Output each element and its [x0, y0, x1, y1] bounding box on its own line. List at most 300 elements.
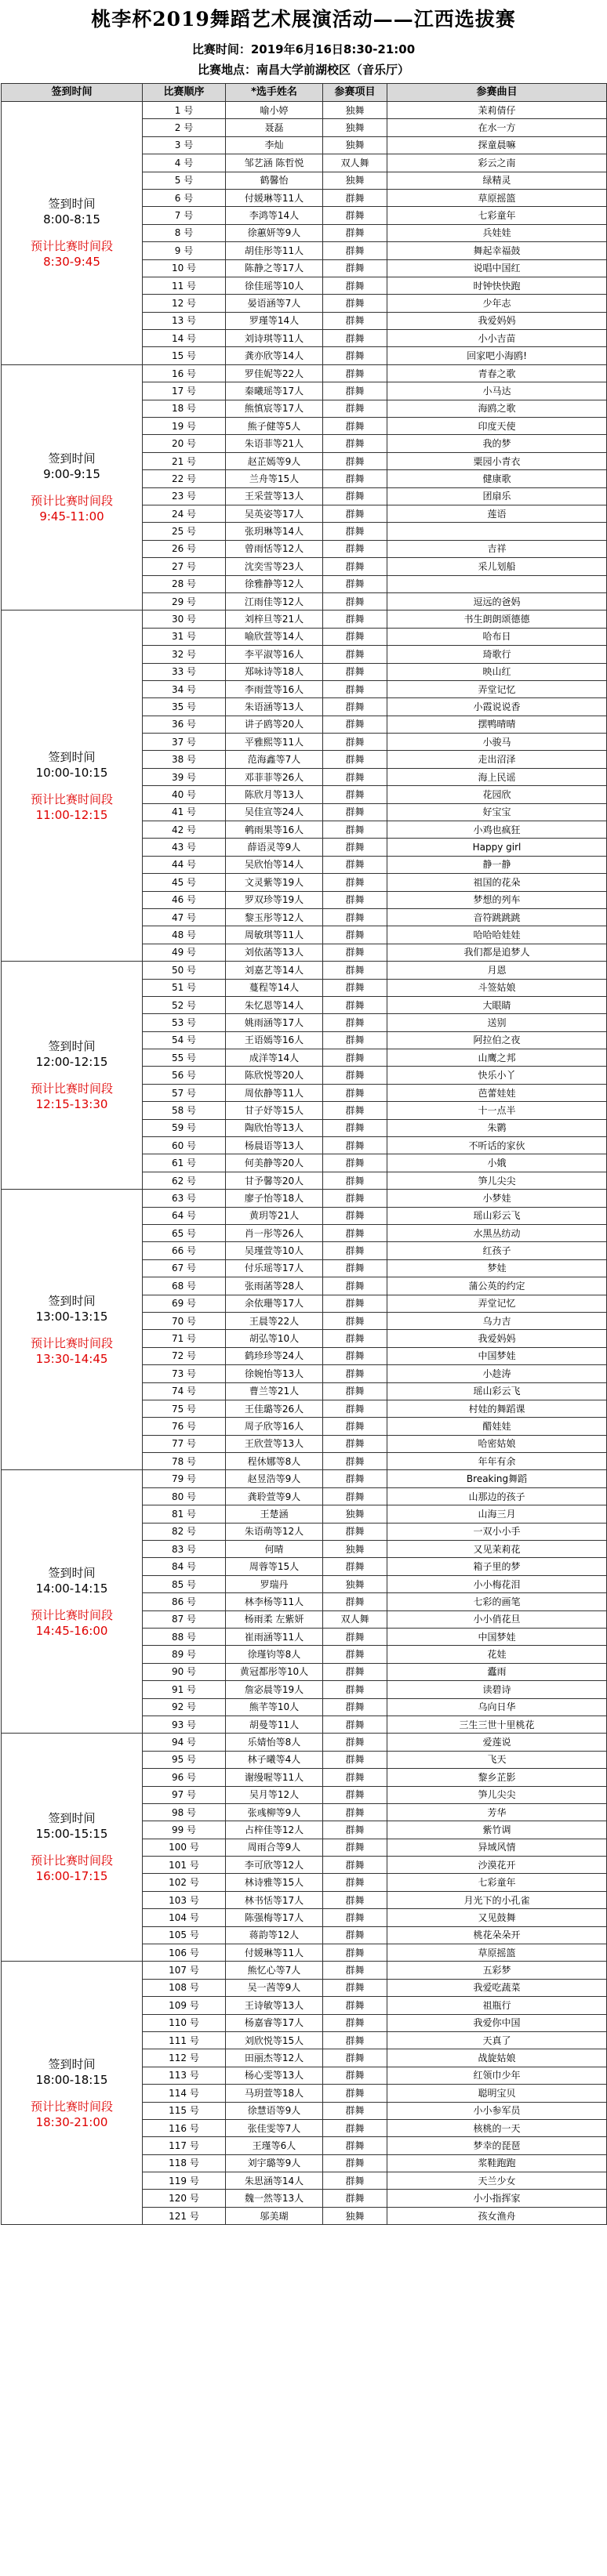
category-cell: 独舞 [323, 2207, 387, 2224]
piece-cell: 粟园小青衣 [387, 452, 607, 469]
piece-cell: 小小指挥家 [387, 2190, 607, 2207]
order-cell: 16 号 [143, 364, 226, 382]
competition-time-line: 比赛时间：2019年6月16日8:30-21:00 [191, 42, 416, 56]
category-cell: 独舞 [323, 172, 387, 189]
piece-cell: 海上民谣 [387, 768, 607, 785]
piece-cell: 吉祥 [387, 540, 607, 557]
category-cell: 群舞 [323, 2085, 387, 2102]
piece-cell: 中国梦娃 [387, 1628, 607, 1645]
category-cell: 独舞 [323, 1505, 387, 1523]
piece-cell: 蠹雨 [387, 1663, 607, 1680]
piece-cell: 送别 [387, 1014, 607, 1031]
category-cell: 群舞 [323, 1628, 387, 1645]
category-cell: 群舞 [323, 1453, 387, 1470]
piece-cell: 小小参军员 [387, 2102, 607, 2119]
category-cell: 群舞 [323, 1119, 387, 1136]
signin-label: 签到时间 [48, 749, 96, 764]
category-cell: 群舞 [323, 312, 387, 329]
category-cell: 群舞 [323, 1067, 387, 1084]
piece-cell: 读碧诗 [387, 1681, 607, 1698]
contestant-name-cell: 李灿 [226, 136, 323, 154]
category-cell: 群舞 [323, 979, 387, 996]
order-cell: 53 号 [143, 1014, 226, 1031]
order-cell: 75 号 [143, 1400, 226, 1417]
competition-time: 8:30-9:45 [43, 255, 100, 270]
contestant-name-cell: 王语嫣等16人 [226, 1031, 323, 1049]
category-cell: 群舞 [323, 1944, 387, 1962]
piece-cell: 小马达 [387, 382, 607, 400]
category-cell: 群舞 [323, 347, 387, 364]
piece-cell: 绿精灵 [387, 172, 607, 189]
order-cell: 95 号 [143, 1751, 226, 1768]
category-cell: 群舞 [323, 1277, 387, 1295]
order-cell: 44 号 [143, 856, 226, 873]
contestant-name-cell: 邬美瑚 [226, 2207, 323, 2224]
contestant-name-cell: 张玥琳等14人 [226, 523, 323, 540]
piece-cell: 又见茉莉花 [387, 1541, 607, 1558]
contestant-name-cell: 朱忆恩等14人 [226, 996, 323, 1013]
contestant-name-cell: 邹艺涵 陈哲悦 [226, 154, 323, 172]
order-cell: 9 号 [143, 242, 226, 259]
piece-cell: 舞起幸福鼓 [387, 242, 607, 259]
signin-label: 签到时间 [48, 451, 96, 466]
category-cell: 群舞 [323, 698, 387, 716]
time-slot-cell [2, 1962, 143, 2225]
contestant-name-cell: 付乐瑶等17人 [226, 1259, 323, 1277]
contestant-name-cell: 马玥萱等18人 [226, 2085, 323, 2102]
piece-cell: 异域风情 [387, 1839, 607, 1856]
piece-cell: 五彩梦 [387, 1962, 607, 1979]
order-cell: 116 号 [143, 2119, 226, 2136]
contestant-name-cell: 江雨佳等12人 [226, 592, 323, 610]
contestant-name-cell: 李雨萱等16人 [226, 680, 323, 697]
category-cell: 群舞 [323, 1312, 387, 1329]
order-cell: 38 号 [143, 751, 226, 768]
column-header-order: 比赛顺序 [143, 84, 226, 102]
piece-cell: 少年志 [387, 295, 607, 312]
signin-time: 9:00-9:15 [43, 467, 100, 482]
category-cell: 群舞 [323, 680, 387, 697]
category-cell: 群舞 [323, 523, 387, 540]
order-cell: 78 号 [143, 1453, 226, 1470]
piece-cell: 红领巾少年 [387, 2067, 607, 2084]
order-cell: 87 号 [143, 1610, 226, 1628]
piece-cell: Breaking舞蹈 [387, 1470, 607, 1487]
category-cell: 群舞 [323, 1084, 387, 1101]
contestant-name-cell: 李可欣等12人 [226, 1857, 323, 1874]
contestant-name-cell: 杨嘉睿等17人 [226, 2014, 323, 2031]
category-cell: 群舞 [323, 2172, 387, 2190]
contestant-name-cell: 吴月等12人 [226, 1786, 323, 1803]
category-cell: 群舞 [323, 1874, 387, 1891]
schedule-body [2, 102, 607, 2225]
order-cell: 70 号 [143, 1312, 226, 1329]
order-cell: 90 号 [143, 1663, 226, 1680]
category-cell: 群舞 [323, 1558, 387, 1575]
category-cell: 群舞 [323, 1172, 387, 1189]
contestant-name-cell: 陶欣怡等13人 [226, 1119, 323, 1136]
signin-label: 签到时间 [48, 1811, 96, 1826]
order-cell: 47 号 [143, 908, 226, 926]
piece-cell: 三生三世十里桃花 [387, 1716, 607, 1733]
piece-cell: 摆鸭晴晴 [387, 716, 607, 733]
piece-cell: 一双小小手 [387, 1523, 607, 1540]
contestant-name-cell: 赵芷嫣等9人 [226, 452, 323, 469]
category-cell: 独舞 [323, 1575, 387, 1592]
order-cell: 69 号 [143, 1295, 226, 1312]
time-slot-cell [2, 610, 143, 962]
category-cell: 群舞 [323, 207, 387, 224]
piece-cell [387, 523, 607, 540]
category-cell: 群舞 [323, 2154, 387, 2172]
piece-cell: 十一点半 [387, 1102, 607, 1119]
order-cell: 7 号 [143, 207, 226, 224]
signin-label: 签到时间 [48, 1565, 96, 1580]
competition-label: 预计比赛时间段 [30, 1081, 113, 1096]
order-cell: 60 号 [143, 1137, 226, 1154]
contestant-name-cell: 王楚涵 [226, 1505, 323, 1523]
piece-cell: 小骏马 [387, 734, 607, 751]
contestant-name-cell: 陈欣月等13人 [226, 786, 323, 803]
piece-cell: 梦幸的琵琶 [387, 2137, 607, 2154]
contestant-name-cell: 廖子怡等18人 [226, 1190, 323, 1207]
order-cell: 107 号 [143, 1962, 226, 1979]
contestant-name-cell: 曹兰等21人 [226, 1382, 323, 1400]
piece-cell: 水黑丛纺动 [387, 1225, 607, 1242]
category-cell: 群舞 [323, 1716, 387, 1733]
contestant-name-cell: 黄冠都彤等10人 [226, 1663, 323, 1680]
contestant-name-cell: 吴佳宣等24人 [226, 803, 323, 821]
signin-time: 12:00-12:15 [35, 1055, 108, 1070]
order-cell: 23 号 [143, 487, 226, 505]
category-cell: 群舞 [323, 874, 387, 891]
category-cell: 群舞 [323, 1487, 387, 1505]
piece-cell: 我爱妈妈 [387, 312, 607, 329]
table-row [2, 1734, 607, 1751]
order-cell: 46 号 [143, 891, 226, 908]
piece-cell: 采儿划船 [387, 558, 607, 575]
order-cell: 45 号 [143, 874, 226, 891]
piece-cell [387, 575, 607, 592]
contestant-name-cell: 熊子健等5人 [226, 418, 323, 435]
contestant-name-cell: 罗瑞丹 [226, 1575, 323, 1592]
category-cell: 群舞 [323, 364, 387, 382]
category-cell: 群舞 [323, 2049, 387, 2067]
order-cell: 51 号 [143, 979, 226, 996]
category-cell: 群舞 [323, 1470, 387, 1487]
piece-cell: 我爱吃蔬菜 [387, 1979, 607, 1996]
order-cell: 115 号 [143, 2102, 226, 2119]
category-cell: 群舞 [323, 908, 387, 926]
category-cell: 群舞 [323, 1997, 387, 2014]
category-cell: 群舞 [323, 1926, 387, 1944]
piece-cell: 月恩 [387, 962, 607, 979]
piece-cell: 祖国的花朵 [387, 874, 607, 891]
contestant-name-cell: 熊芊等10人 [226, 1698, 323, 1716]
category-cell: 群舞 [323, 2190, 387, 2207]
order-cell: 27 号 [143, 558, 226, 575]
piece-cell: 小小俏花旦 [387, 1610, 607, 1628]
page-title: 桃李杯2019舞蹈艺术展演活动——江西选拔赛 [91, 8, 516, 31]
piece-cell: 爱莲说 [387, 1734, 607, 1751]
category-cell: 群舞 [323, 382, 387, 400]
contestant-name-cell: 龚聆萱等9人 [226, 1487, 323, 1505]
category-cell: 双人舞 [323, 154, 387, 172]
order-cell: 2 号 [143, 119, 226, 136]
order-cell: 109 号 [143, 1997, 226, 2014]
order-cell: 67 号 [143, 1259, 226, 1277]
category-cell: 群舞 [323, 1857, 387, 1874]
piece-cell: 快乐小丫 [387, 1067, 607, 1084]
category-cell: 群舞 [323, 470, 387, 487]
order-cell: 121 号 [143, 2207, 226, 2224]
order-cell: 22 号 [143, 470, 226, 487]
competition-place-line: 比赛地点：南昌大学前湖校区（音乐厅） [197, 62, 409, 77]
contestant-name-cell: 范海鑫等7人 [226, 751, 323, 768]
order-cell: 74 号 [143, 1382, 226, 1400]
signin-label: 签到时间 [48, 2056, 96, 2071]
competition-label: 预计比赛时间段 [30, 1335, 113, 1350]
order-cell: 80 号 [143, 1487, 226, 1505]
piece-cell: 小趁涛 [387, 1365, 607, 1382]
piece-cell: 小小梅花泪 [387, 1575, 607, 1592]
order-cell: 93 号 [143, 1716, 226, 1733]
order-cell: 111 号 [143, 2031, 226, 2049]
order-cell: 85 号 [143, 1575, 226, 1592]
contestant-name-cell: 鹤馨怡 [226, 172, 323, 189]
piece-cell: 山海三月 [387, 1505, 607, 1523]
category-cell: 群舞 [323, 996, 387, 1013]
order-cell: 59 号 [143, 1119, 226, 1136]
piece-cell: 七彩童年 [387, 1874, 607, 1891]
contestant-name-cell: 李平淑等16人 [226, 646, 323, 663]
category-cell: 群舞 [323, 1891, 387, 1908]
contestant-name-cell: 周子欣等16人 [226, 1418, 323, 1435]
category-cell: 群舞 [323, 786, 387, 803]
order-cell: 76 号 [143, 1418, 226, 1435]
order-cell: 120 号 [143, 2190, 226, 2207]
order-cell: 81 号 [143, 1505, 226, 1523]
order-cell: 100 号 [143, 1839, 226, 1856]
order-cell: 43 号 [143, 839, 226, 856]
order-cell: 104 号 [143, 1909, 226, 1926]
contestant-name-cell: 付媛琳等11人 [226, 189, 323, 206]
order-cell: 65 号 [143, 1225, 226, 1242]
order-cell: 15 号 [143, 347, 226, 364]
category-cell: 群舞 [323, 646, 387, 663]
order-cell: 10 号 [143, 259, 226, 277]
time-slot-cell [2, 102, 143, 365]
competition-time: 9:45-11:00 [39, 509, 104, 524]
competition-time: 14:45-16:00 [35, 1623, 108, 1638]
order-cell: 119 号 [143, 2172, 226, 2190]
piece-cell: 我爱你中国 [387, 2014, 607, 2031]
piece-cell: 沙漠花开 [387, 1857, 607, 1874]
contestant-name-cell: 晏语涵等7人 [226, 295, 323, 312]
piece-cell: 七彩童年 [387, 207, 607, 224]
order-cell: 6 号 [143, 189, 226, 206]
contestant-name-cell: 徐蕙妍等9人 [226, 224, 323, 241]
category-cell: 群舞 [323, 962, 387, 979]
category-cell: 群舞 [323, 1137, 387, 1154]
category-cell: 群舞 [323, 1734, 387, 1751]
piece-cell: 时钟快快跑 [387, 277, 607, 294]
piece-cell: 莲语 [387, 505, 607, 522]
order-cell: 49 号 [143, 944, 226, 961]
contestant-name-cell: 聂磊 [226, 119, 323, 136]
category-cell: 群舞 [323, 2119, 387, 2136]
contestant-name-cell: 胡弘等10人 [226, 1330, 323, 1347]
contestant-name-cell: 讲子鸥等20人 [226, 716, 323, 733]
piece-cell: 乌力吉 [387, 1312, 607, 1329]
category-cell: 群舞 [323, 1400, 387, 1417]
contestant-name-cell: 刘宇璐等9人 [226, 2154, 323, 2172]
piece-cell: 中国梦娃 [387, 1347, 607, 1364]
piece-cell: 蒲公英的约定 [387, 1277, 607, 1295]
order-cell: 89 号 [143, 1646, 226, 1663]
piece-cell: 好宝宝 [387, 803, 607, 821]
category-cell: 群舞 [323, 839, 387, 856]
category-cell: 群舞 [323, 663, 387, 680]
order-cell: 55 号 [143, 1049, 226, 1067]
contestant-name-cell: 王瑾等6人 [226, 2137, 323, 2154]
signin-time: 18:00-18:15 [35, 2072, 108, 2087]
piece-cell: 说唱中国红 [387, 259, 607, 277]
competition-time: 13:30-14:45 [35, 1351, 108, 1366]
contestant-name-cell: 平雅熙等11人 [226, 734, 323, 751]
order-cell: 29 号 [143, 592, 226, 610]
piece-cell: 芳华 [387, 1803, 607, 1821]
order-cell: 91 号 [143, 1681, 226, 1698]
category-cell: 群舞 [323, 1786, 387, 1803]
contestant-name-cell: 王采萱等13人 [226, 487, 323, 505]
table-row [2, 102, 607, 119]
contestant-name-cell: 徐佳瑶等10人 [226, 277, 323, 294]
contestant-name-cell: 甘予馨等20人 [226, 1172, 323, 1189]
order-cell: 4 号 [143, 154, 226, 172]
piece-cell: 小霞说说香 [387, 698, 607, 716]
contestant-name-cell: 邓菲菲等26人 [226, 768, 323, 785]
category-cell: 群舞 [323, 505, 387, 522]
contestant-name-cell: 何晴 [226, 1541, 323, 1558]
order-cell: 48 号 [143, 926, 226, 944]
piece-cell: Happy girl [387, 839, 607, 856]
order-cell: 28 号 [143, 575, 226, 592]
order-cell: 26 号 [143, 540, 226, 557]
piece-cell: 浆鞋跑跑 [387, 2154, 607, 2172]
order-cell: 13 号 [143, 312, 226, 329]
contestant-name-cell: 文灵紫等19人 [226, 874, 323, 891]
category-cell: 群舞 [323, 2031, 387, 2049]
contestant-name-cell: 朱语涵等13人 [226, 698, 323, 716]
contestant-name-cell: 徐雅静等12人 [226, 575, 323, 592]
piece-cell: 哈布日 [387, 628, 607, 645]
order-cell: 32 号 [143, 646, 226, 663]
category-cell: 群舞 [323, 803, 387, 821]
piece-cell: 斗签姑娘 [387, 979, 607, 996]
contestant-name-cell: 王欣萱等13人 [226, 1435, 323, 1452]
contestant-name-cell: 杨雨柔 左紫妍 [226, 1610, 323, 1628]
order-cell: 105 号 [143, 1926, 226, 1944]
order-cell: 40 号 [143, 786, 226, 803]
contestant-name-cell: 沈奕雪等23人 [226, 558, 323, 575]
category-cell: 群舞 [323, 2137, 387, 2154]
category-cell: 群舞 [323, 1435, 387, 1452]
piece-cell: 兵娃娃 [387, 224, 607, 241]
piece-cell: 山鹰之邦 [387, 1049, 607, 1067]
contestant-name-cell: 喻小婷 [226, 102, 323, 119]
contestant-name-cell: 鹤珍珍等24人 [226, 1347, 323, 1364]
category-cell: 群舞 [323, 944, 387, 961]
contestant-name-cell: 杨心雯等13人 [226, 2067, 323, 2084]
category-cell: 群舞 [323, 821, 387, 839]
category-cell: 群舞 [323, 1225, 387, 1242]
category-cell: 独舞 [323, 1541, 387, 1558]
contestant-name-cell: 李鸿等14人 [226, 207, 323, 224]
category-cell: 群舞 [323, 330, 387, 347]
contestant-name-cell: 刘梓旦等21人 [226, 610, 323, 628]
piece-cell: 大眼睛 [387, 996, 607, 1013]
piece-cell: 桃花朵朵开 [387, 1926, 607, 1944]
contestant-name-cell: 熊慎宸等17人 [226, 400, 323, 417]
table-row [2, 1470, 607, 1487]
order-cell: 33 号 [143, 663, 226, 680]
category-cell: 群舞 [323, 487, 387, 505]
piece-cell: 书生朗朗颂德德 [387, 610, 607, 628]
contestant-name-cell: 朱语菲等21人 [226, 435, 323, 452]
column-header-piece: 参赛曲目 [387, 84, 607, 102]
signin-label: 签到时间 [48, 197, 96, 212]
piece-cell: 彩云之南 [387, 154, 607, 172]
category-cell: 群舞 [323, 592, 387, 610]
piece-cell: 静一静 [387, 856, 607, 873]
piece-cell: 山那边的孩子 [387, 1487, 607, 1505]
category-cell: 群舞 [323, 435, 387, 452]
order-cell: 39 号 [143, 768, 226, 785]
category-cell: 群舞 [323, 1190, 387, 1207]
order-cell: 99 号 [143, 1821, 226, 1839]
category-cell: 群舞 [323, 1769, 387, 1786]
category-cell: 群舞 [323, 1242, 387, 1259]
piece-cell: 健康歌 [387, 470, 607, 487]
contestant-name-cell: 张佳雯等7人 [226, 2119, 323, 2136]
column-header-name: *选手姓名 [226, 84, 323, 102]
category-cell: 群舞 [323, 295, 387, 312]
contestant-name-cell: 徐慧语等9人 [226, 2102, 323, 2119]
order-cell: 103 号 [143, 1891, 226, 1908]
piece-cell: 弄堂记忆 [387, 1295, 607, 1312]
contestant-name-cell: 曾雨恬等12人 [226, 540, 323, 557]
order-cell: 24 号 [143, 505, 226, 522]
contestant-name-cell: 肖一彤等26人 [226, 1225, 323, 1242]
piece-cell: 天兰少女 [387, 2172, 607, 2190]
contestant-name-cell: 刘诗琪等11人 [226, 330, 323, 347]
table-row [2, 1190, 607, 1207]
order-cell: 102 号 [143, 1874, 226, 1891]
piece-cell: 团扇乐 [387, 487, 607, 505]
competition-label: 预计比赛时间段 [30, 1607, 113, 1622]
order-cell: 17 号 [143, 382, 226, 400]
category-cell: 独舞 [323, 119, 387, 136]
category-cell: 独舞 [323, 102, 387, 119]
order-cell: 30 号 [143, 610, 226, 628]
contestant-name-cell: 罗双珍等19人 [226, 891, 323, 908]
contestant-name-cell: 徐瑾钧等8人 [226, 1646, 323, 1663]
contestant-name-cell: 林李杨等11人 [226, 1593, 323, 1610]
category-cell: 群舞 [323, 1962, 387, 1979]
contestant-name-cell: 刘欣悦等15人 [226, 2031, 323, 2049]
order-cell: 18 号 [143, 400, 226, 417]
